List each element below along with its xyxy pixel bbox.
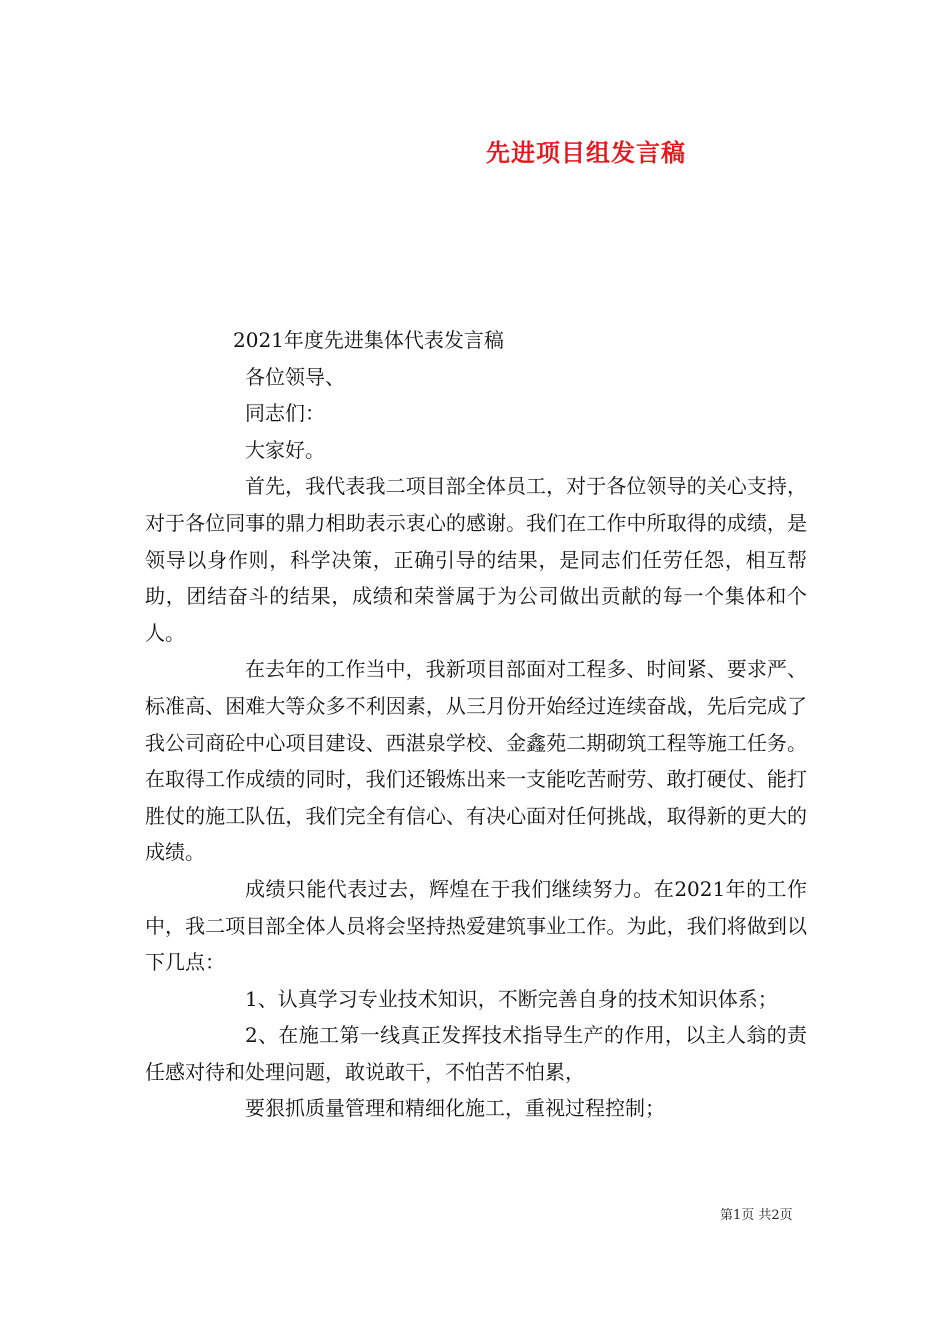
subheading: 2021年度先进集体代表发言稿 [233, 328, 504, 352]
last-line: 要狠抓质量管理和精细化施工，重视过程控制； [245, 1096, 665, 1121]
document-title: 先进项目组发言稿 [486, 138, 686, 167]
page-number-footer: 第1页 共2页 [720, 1208, 793, 1223]
paragraph-thanks: 首先，我代表我二项目部全体员工，对于各位领导的关心支持，对于各位同事的鼎力相助表示衷心的感谢。我们在工作中所取得的成绩，是领导以身作则，科学决策，正确引导的结果，是同志们任劳任怨，相互帮助，团结奋斗的结果，成绩和荣誉属于为公司做出贡献的每一个集体和个人。 [145, 474, 807, 645]
salutation-line-2: 同志们： [245, 401, 325, 426]
greeting: 大家好。 [245, 437, 325, 462]
list-item-2: 2、在施工第一线真正发挥技术指导生产的作用，以主人翁的责任感对待和处理问题，敢说敢干，不怕苦不怕累， [145, 1023, 807, 1084]
document-body [145, 322, 807, 1127]
paragraph-last-year: 在去年的工作当中，我新项目部面对工程多、时间紧、要求严、标准高、困难大等众多不利因素，从三月份开始经过连续奋战，先后完成了我公司商砼中心项目建设、西湛泉学校、金鑫苑二期砌筑工程等施工任务。在取得工作成绩的同时，我们还锻炼出来一支能吃苦耐劳、敢打硬仗、能打胜仗的施工队伍，我们完全有信心、有决心面对任何挑战，取得新的更大的成绩。 [145, 657, 807, 865]
list-item-1: 1、认真学习专业技术知识，不断完善自身的技术知识体系； [245, 986, 778, 1011]
paragraph-this-year: 成绩只能代表过去，辉煌在于我们继续努力。在2021年的工作中，我二项目部全体人员将会坚持热爱建筑事业工作。为此，我们将做到以下几点： [145, 876, 807, 975]
salutation-line-1: 各位领导、 [245, 364, 345, 389]
